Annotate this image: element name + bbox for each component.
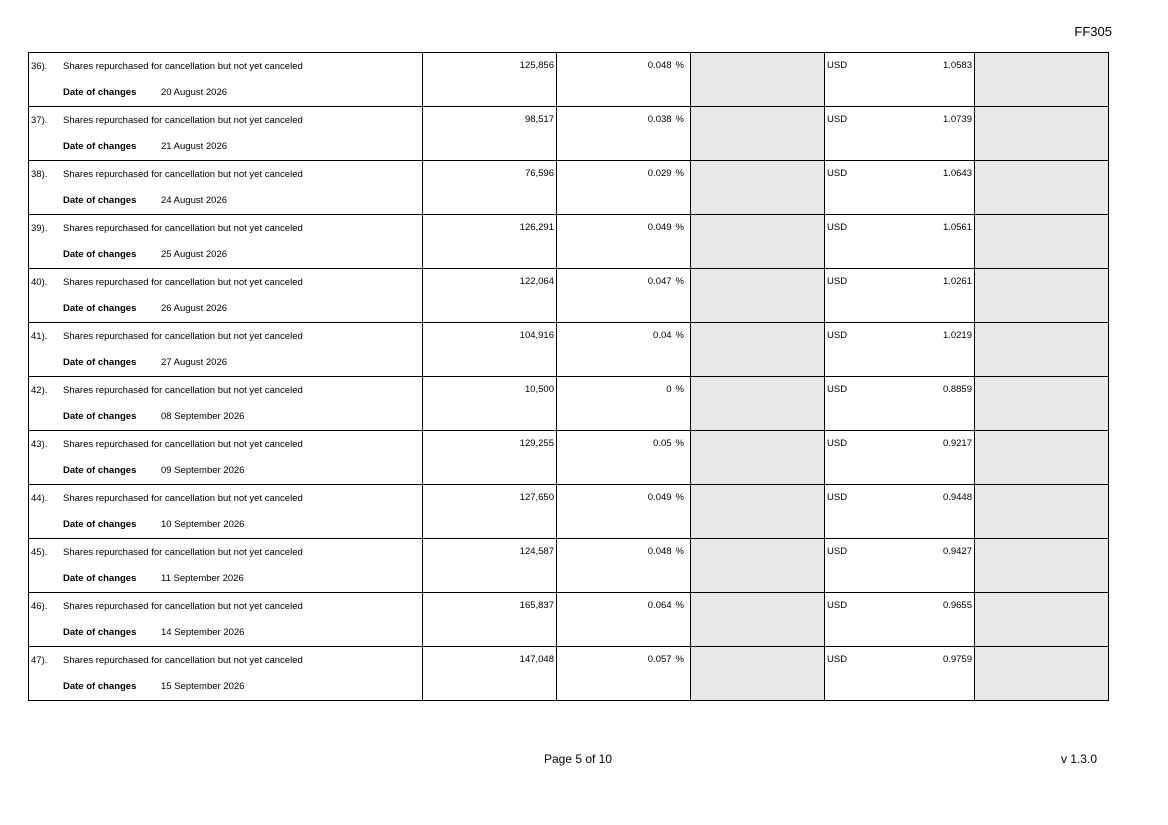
price-cell	[825, 53, 975, 107]
price-cell	[825, 161, 975, 215]
date-of-changes-value: 09 September 2026	[161, 465, 245, 476]
shaded-cell	[691, 485, 825, 539]
price-value: 0.9448	[942, 492, 972, 503]
description-cell	[29, 269, 423, 323]
percent-cell	[557, 647, 691, 701]
percent-cell	[557, 593, 691, 647]
row-description: Shares repurchased for cancellation but not yet canceled	[63, 384, 303, 396]
percent-sign: %	[675, 114, 684, 125]
page-number: Page 5 of 10	[543, 752, 613, 766]
shares-value: 98,517	[524, 114, 554, 125]
shares-cell	[423, 53, 557, 107]
shaded-cell	[975, 269, 1109, 323]
percent-value: 0	[666, 384, 672, 395]
percent-sign: %	[675, 600, 684, 611]
row-description: Shares repurchased for cancellation but not yet canceled	[63, 438, 303, 450]
shaded-cell	[691, 107, 825, 161]
table-row	[29, 269, 1109, 323]
table-row	[29, 107, 1109, 161]
percent-sign: %	[675, 492, 684, 503]
shares-cell	[423, 269, 557, 323]
table-row	[29, 593, 1109, 647]
currency-code: USD	[827, 600, 848, 611]
shares-value: 127,650	[519, 492, 554, 503]
shaded-cell	[975, 107, 1109, 161]
shaded-cell	[975, 647, 1109, 701]
description-cell	[29, 377, 423, 431]
row-number: 39).	[31, 222, 48, 234]
shaded-cell	[691, 647, 825, 701]
currency-code: USD	[827, 60, 848, 71]
price-cell	[825, 215, 975, 269]
percent-value: 0.064	[647, 600, 672, 611]
description-cell	[29, 539, 423, 593]
date-of-changes-label: Date of changes	[63, 681, 137, 692]
shaded-cell	[691, 161, 825, 215]
price-value: 0.8859	[942, 384, 972, 395]
date-of-changes-label: Date of changes	[63, 303, 137, 314]
row-description: Shares repurchased for cancellation but not yet canceled	[63, 654, 303, 666]
shares-value: 104,916	[519, 330, 554, 341]
row-description: Shares repurchased for cancellation but not yet canceled	[63, 546, 303, 558]
price-value: 1.0219	[942, 330, 972, 341]
date-of-changes-value: 27 August 2026	[161, 357, 228, 368]
shaded-cell	[691, 215, 825, 269]
percent-sign: %	[675, 168, 684, 179]
price-value: 0.9759	[942, 654, 972, 665]
currency-code: USD	[827, 222, 848, 233]
table-row	[29, 647, 1109, 701]
shaded-cell	[975, 431, 1109, 485]
percent-cell	[557, 323, 691, 377]
percent-sign: %	[675, 222, 684, 233]
row-number: 36).	[31, 60, 48, 72]
price-cell	[825, 431, 975, 485]
currency-code: USD	[827, 654, 848, 665]
percent-value: 0.049	[647, 222, 672, 233]
percent-value: 0.05	[653, 438, 672, 449]
shares-value: 129,255	[519, 438, 554, 449]
shares-cell	[423, 377, 557, 431]
percent-cell	[557, 431, 691, 485]
percent-cell	[557, 107, 691, 161]
price-cell	[825, 107, 975, 161]
description-cell	[29, 593, 423, 647]
date-of-changes-value: 11 September 2026	[161, 573, 244, 584]
date-of-changes-label: Date of changes	[63, 411, 137, 422]
table-row	[29, 53, 1109, 107]
date-of-changes-label: Date of changes	[63, 519, 137, 530]
shaded-cell	[691, 593, 825, 647]
date-of-changes-label: Date of changes	[63, 195, 137, 206]
shares-value: 76,596	[524, 168, 554, 179]
shares-cell	[423, 593, 557, 647]
row-number: 44).	[31, 492, 48, 504]
shares-cell	[423, 107, 557, 161]
row-number: 37).	[31, 114, 48, 126]
price-cell	[825, 485, 975, 539]
date-of-changes-label: Date of changes	[63, 87, 137, 98]
price-value: 1.0261	[942, 276, 972, 287]
row-description: Shares repurchased for cancellation but not yet canceled	[63, 60, 303, 72]
percent-cell	[557, 269, 691, 323]
description-cell	[29, 647, 423, 701]
shaded-cell	[691, 323, 825, 377]
description-cell	[29, 107, 423, 161]
shares-cell	[423, 647, 557, 701]
table-row	[29, 161, 1109, 215]
price-cell	[825, 647, 975, 701]
currency-code: USD	[827, 384, 848, 395]
currency-code: USD	[827, 438, 848, 449]
percent-value: 0.048	[647, 60, 672, 71]
currency-code: USD	[827, 168, 848, 179]
description-cell	[29, 215, 423, 269]
date-of-changes-value: 10 September 2026	[161, 519, 245, 530]
currency-code: USD	[827, 276, 848, 287]
shaded-cell	[975, 539, 1109, 593]
shares-value: 165,837	[519, 600, 554, 611]
row-description: Shares repurchased for cancellation but not yet canceled	[63, 114, 303, 126]
shares-cell	[423, 215, 557, 269]
row-number: 47).	[31, 654, 48, 666]
shares-value: 122,064	[519, 276, 554, 287]
row-number: 45).	[31, 546, 48, 558]
shaded-cell	[691, 377, 825, 431]
shaded-cell	[975, 323, 1109, 377]
percent-cell	[557, 377, 691, 431]
price-cell	[825, 323, 975, 377]
price-value: 1.0583	[942, 60, 972, 71]
percent-value: 0.049	[647, 492, 672, 503]
percent-sign: %	[675, 654, 684, 665]
percent-cell	[557, 161, 691, 215]
percent-cell	[557, 485, 691, 539]
date-of-changes-label: Date of changes	[63, 141, 137, 152]
shaded-cell	[975, 161, 1109, 215]
row-description: Shares repurchased for cancellation but not yet canceled	[63, 276, 303, 288]
table-row	[29, 323, 1109, 377]
currency-code: USD	[827, 330, 848, 341]
form-code: FF305	[1074, 24, 1112, 39]
shaded-cell	[691, 53, 825, 107]
percent-value: 0.047	[647, 276, 672, 287]
row-number: 41).	[31, 330, 48, 342]
date-of-changes-value: 20 August 2026	[161, 87, 228, 98]
shares-cell	[423, 161, 557, 215]
row-description: Shares repurchased for cancellation but not yet canceled	[63, 600, 303, 612]
date-of-changes-value: 24 August 2026	[161, 195, 228, 206]
percent-value: 0.038	[647, 114, 672, 125]
share-repurchase-table	[28, 52, 1109, 701]
shaded-cell	[975, 485, 1109, 539]
percent-sign: %	[675, 384, 684, 395]
description-cell	[29, 161, 423, 215]
shaded-cell	[691, 431, 825, 485]
price-cell	[825, 593, 975, 647]
shaded-cell	[975, 53, 1109, 107]
shares-cell	[423, 539, 557, 593]
date-of-changes-value: 08 September 2026	[161, 411, 245, 422]
shares-value: 126,291	[519, 222, 554, 233]
price-value: 1.0739	[942, 114, 972, 125]
percent-value: 0.057	[647, 654, 672, 665]
shares-value: 10,500	[524, 384, 554, 395]
row-number: 43).	[31, 438, 48, 450]
description-cell	[29, 53, 423, 107]
date-of-changes-label: Date of changes	[63, 573, 137, 584]
table-row	[29, 431, 1109, 485]
price-value: 0.9427	[942, 546, 972, 557]
date-of-changes-label: Date of changes	[63, 357, 137, 368]
shares-cell	[423, 485, 557, 539]
date-of-changes-value: 26 August 2026	[161, 303, 228, 314]
percent-value: 0.029	[647, 168, 672, 179]
description-cell	[29, 485, 423, 539]
price-value: 1.0643	[942, 168, 972, 179]
row-description: Shares repurchased for cancellation but not yet canceled	[63, 492, 303, 504]
date-of-changes-value: 14 September 2026	[161, 627, 245, 638]
table-row	[29, 539, 1109, 593]
shaded-cell	[975, 215, 1109, 269]
percent-cell	[557, 215, 691, 269]
table-row	[29, 485, 1109, 539]
shaded-cell	[691, 539, 825, 593]
row-number: 42).	[31, 384, 48, 396]
shares-value: 125,856	[519, 60, 554, 71]
percent-value: 0.04	[653, 330, 672, 341]
price-value: 0.9655	[942, 600, 972, 611]
shaded-cell	[975, 377, 1109, 431]
percent-cell	[557, 539, 691, 593]
shares-cell	[423, 323, 557, 377]
date-of-changes-value: 25 August 2026	[161, 249, 228, 260]
price-value: 1.0561	[942, 222, 972, 233]
table-row	[29, 215, 1109, 269]
percent-sign: %	[675, 546, 684, 557]
shares-value: 147,048	[519, 654, 554, 665]
price-value: 0.9217	[942, 438, 972, 449]
percent-value: 0.048	[647, 546, 672, 557]
date-of-changes-value: 15 September 2026	[161, 681, 245, 692]
table-row	[29, 377, 1109, 431]
row-description: Shares repurchased for cancellation but not yet canceled	[63, 168, 303, 180]
row-description: Shares repurchased for cancellation but not yet canceled	[63, 222, 303, 234]
shaded-cell	[975, 593, 1109, 647]
description-cell	[29, 323, 423, 377]
currency-code: USD	[827, 114, 848, 125]
percent-cell	[557, 53, 691, 107]
description-cell	[29, 431, 423, 485]
row-number: 38).	[31, 168, 48, 180]
shaded-cell	[691, 269, 825, 323]
shares-cell	[423, 431, 557, 485]
date-of-changes-value: 21 August 2026	[161, 141, 228, 152]
table-body	[29, 53, 1109, 701]
percent-sign: %	[675, 330, 684, 341]
row-description: Shares repurchased for cancellation but not yet canceled	[63, 330, 303, 342]
version-label: v 1.3.0	[1060, 752, 1097, 766]
shares-value: 124,587	[519, 546, 554, 557]
date-of-changes-label: Date of changes	[63, 627, 137, 638]
row-number: 40).	[31, 276, 48, 288]
percent-sign: %	[675, 276, 684, 287]
percent-sign: %	[675, 438, 684, 449]
date-of-changes-label: Date of changes	[63, 465, 137, 476]
row-number: 46).	[31, 600, 48, 612]
price-cell	[825, 377, 975, 431]
percent-sign: %	[675, 60, 684, 71]
price-cell	[825, 539, 975, 593]
date-of-changes-label: Date of changes	[63, 249, 137, 260]
currency-code: USD	[827, 492, 848, 503]
price-cell	[825, 269, 975, 323]
currency-code: USD	[827, 546, 848, 557]
